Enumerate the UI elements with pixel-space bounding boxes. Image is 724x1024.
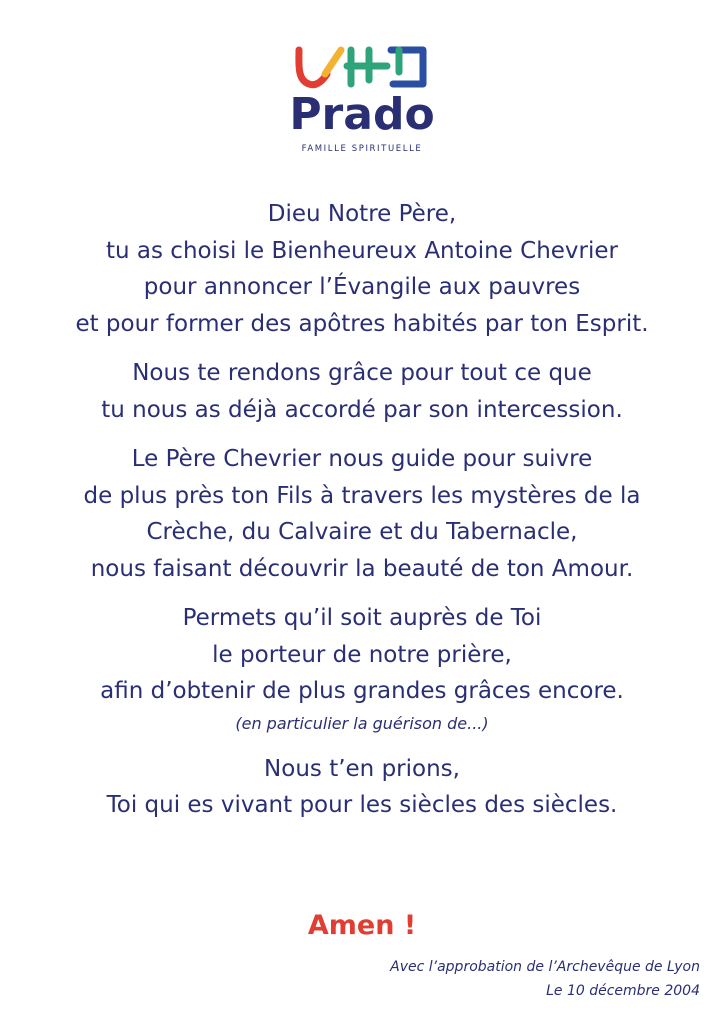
prayer-text <box>0 196 724 837</box>
stanza-3 <box>0 441 724 587</box>
prado-logo-mark-icon <box>295 44 429 90</box>
prayer-line: Toi qui es vivant pour les siècles des siècles. <box>106 792 618 818</box>
prayer-line: Permets qu’il soit auprès de Toi <box>182 605 542 631</box>
stanza-1 <box>0 196 724 342</box>
prayer-line: afin d’obtenir de plus grandes grâces encore. <box>100 678 624 704</box>
prayer-line: nous faisant découvrir la beauté de ton Amour. <box>90 555 634 582</box>
approval-note <box>390 955 700 1003</box>
prayer-line: de plus près ton Fils à travers les mystères de la <box>83 482 641 509</box>
prado-logo <box>0 44 724 154</box>
prayer-line: le porteur de notre prière, <box>212 641 512 668</box>
prayer-line: tu as choisi le Bienheureux Antoine Chevrier <box>106 237 618 264</box>
prayer-line: Le Père Chevrier nous guide pour suivre <box>131 446 593 472</box>
prayer-line: Nous t’en prions, <box>264 755 460 782</box>
stanza-2 <box>0 355 724 428</box>
amen-closing: Amen ! <box>307 910 417 941</box>
prayer-line: et pour former des apôtres habités par ton Esprit. <box>75 310 649 337</box>
stanza-4 <box>0 600 724 738</box>
logo-subtitle: FAMILLE SPIRITUELLE <box>301 144 423 154</box>
prayer-line: Dieu Notre Père, <box>267 201 457 227</box>
logo-name: Prado <box>289 89 435 140</box>
prayer-line: tu nous as déjà accordé par son intercession. <box>101 396 623 423</box>
prayer-line: Nous te rendons grâce pour tout ce que <box>132 360 592 386</box>
prayer-line: Crèche, du Calvaire et du Tabernacle, <box>146 519 578 545</box>
approval-line: Avec l’approbation de l’Archevêque de Lyon <box>390 959 700 975</box>
approval-date: Le 10 décembre 2004 <box>546 983 700 999</box>
stanza-5 <box>0 751 724 824</box>
prayer-note: (en particulier la guérison de...) <box>235 713 489 733</box>
prayer-line: pour annoncer l’Évangile aux pauvres <box>143 274 581 300</box>
